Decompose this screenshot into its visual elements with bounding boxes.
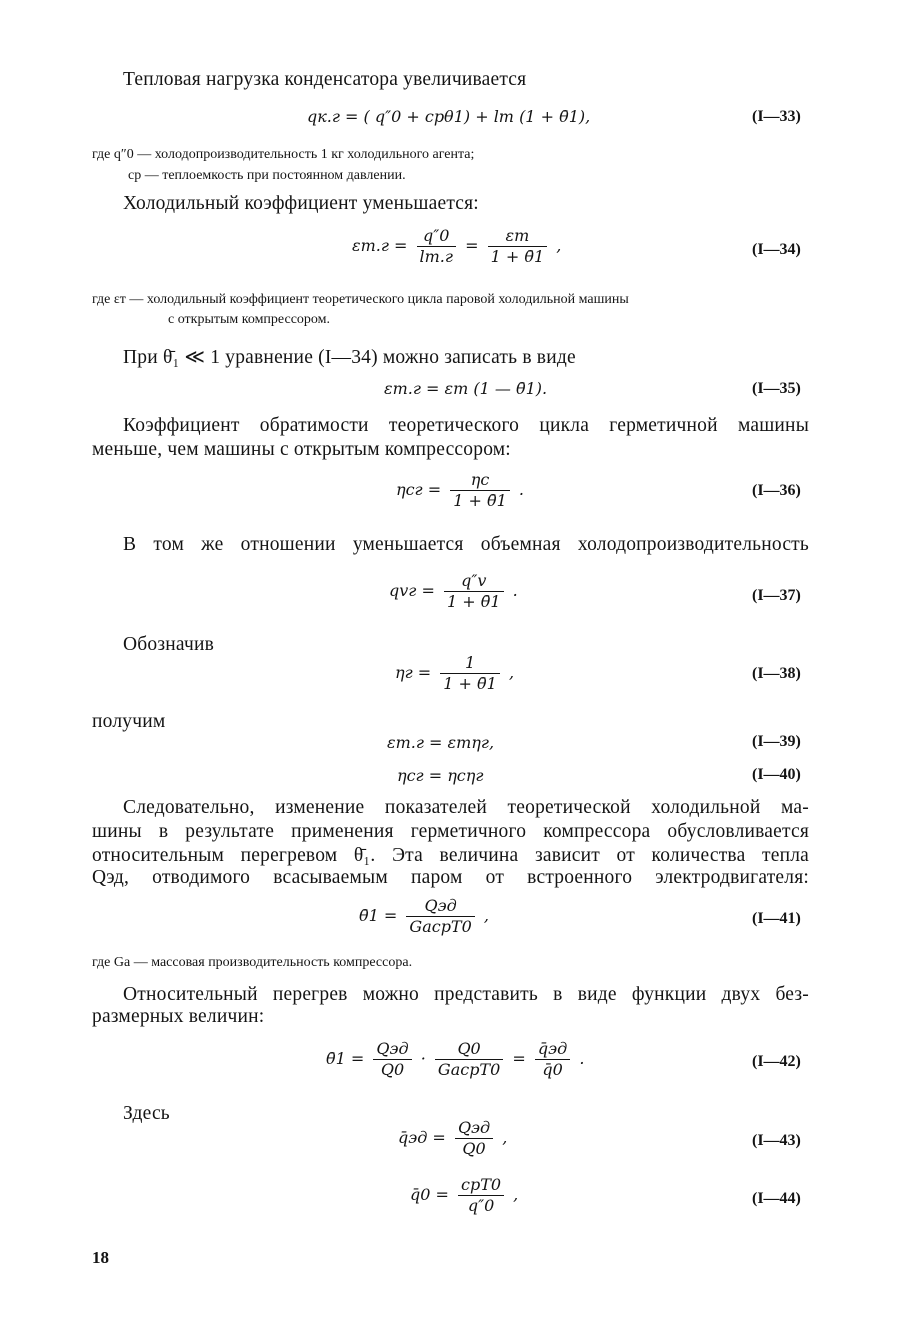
note-epsilon-definition: где εт — холодильный коэффициент теоретического цикла паровой холодильной машины	[92, 292, 629, 307]
punctuation: ,	[508, 663, 515, 682]
note-epsilon-definition-cont: с открытым компрессором.	[168, 312, 330, 327]
punctuation: ,	[502, 1128, 508, 1147]
denominator: 1 + θ̄1	[450, 490, 510, 511]
equation-I-34	[352, 226, 561, 267]
equation-I-41	[359, 896, 489, 937]
numerator: Q0	[457, 1039, 481, 1058]
fraction	[450, 470, 510, 511]
numerator: Qэд	[457, 1118, 491, 1137]
equation-number-I-34: (I—34)	[752, 241, 801, 258]
numerator: ηc	[470, 470, 490, 489]
fraction	[444, 571, 504, 612]
equation-I-38	[395, 653, 514, 694]
numerator: q″0	[423, 226, 450, 245]
paragraph-approximation: При θ̄₁ ≪ 1 уравнение (I—34) можно записать в виде	[123, 347, 576, 368]
punctuation: ,	[556, 236, 562, 255]
equation-lhs: ηг =	[395, 663, 432, 682]
page-number: 18	[92, 1248, 109, 1267]
equation-lhs: q̄0 =	[410, 1185, 449, 1204]
equation-lhs: θ̄1 =	[359, 906, 398, 925]
equation-number-I-41: (I—41)	[752, 910, 801, 927]
note-q0-definition: где q″0 — холодопроизводительность 1 кг холодильного агента;	[92, 147, 475, 162]
fraction	[435, 1039, 503, 1080]
punctuation: ,	[483, 906, 489, 925]
denominator: 1 + θ̄1	[488, 246, 548, 267]
fraction	[373, 1039, 411, 1080]
denominator: GacpT0	[406, 916, 474, 937]
fraction	[455, 1118, 493, 1159]
equation-lhs: θ̄1 =	[326, 1049, 365, 1068]
note-ga-definition: где Ga — массовая производительность компрессора.	[92, 955, 413, 970]
equation-I-43	[398, 1118, 507, 1159]
equation-number-I-33: (I—33)	[752, 108, 801, 125]
equation-I-39: εт.г = εтηг,	[387, 733, 495, 752]
fraction	[535, 1039, 570, 1080]
numerator: q″v	[461, 571, 487, 590]
equals-sign: =	[465, 236, 479, 255]
paragraph-relative-superheat-2: размерных величин:	[92, 1006, 265, 1027]
paragraph-volumetric-capacity: В том же отношении уменьшается объемная холодопроизводительность	[123, 534, 809, 555]
equation-number-I-42: (I—42)	[752, 1053, 801, 1070]
equation-number-I-38: (I—38)	[752, 665, 801, 682]
fraction	[406, 896, 474, 937]
paragraph-cooling-coefficient: Холодильный коэффициент уменьшается:	[123, 193, 479, 214]
denominator: lт.г	[417, 246, 456, 267]
numerator: Qэд	[376, 1039, 409, 1058]
equation-I-42	[326, 1039, 584, 1080]
equation-number-I-44: (I—44)	[752, 1190, 801, 1207]
fraction	[417, 226, 456, 267]
equation-number-I-43: (I—43)	[752, 1132, 801, 1149]
fraction	[488, 226, 548, 267]
punctuation: .	[579, 1049, 585, 1068]
numerator: εт	[505, 226, 530, 245]
denominator: GacpT0	[435, 1059, 503, 1080]
numerator: 1	[464, 653, 476, 672]
equation-number-I-40: (I—40)	[752, 766, 801, 783]
punctuation: ,	[513, 1185, 519, 1204]
paragraph-reversibility-2: меньше, чем машины с открытым компрессором:	[92, 439, 511, 460]
equation-lhs: εт.г =	[352, 236, 408, 255]
note-cp-definition: cp — теплоемкость при постоянном давлении.	[128, 168, 406, 183]
denominator: Q0	[373, 1059, 411, 1080]
fraction	[458, 1175, 504, 1216]
punctuation: .	[512, 581, 518, 600]
paragraph-denoting: Обозначив	[123, 634, 215, 655]
denominator: q̄0	[535, 1059, 570, 1080]
denominator: Q0	[455, 1138, 493, 1159]
equation-I-35: εт.г = εт (1 — θ̄1).	[384, 379, 548, 398]
denominator: q″0	[458, 1195, 504, 1216]
paragraph-heat-load: Тепловая нагрузка конденсатора увеличивается	[123, 69, 527, 90]
equals-sign: =	[512, 1049, 526, 1068]
equation-number-I-37: (I—37)	[752, 587, 801, 604]
paragraph-relative-superheat-1: Относительный перегрев можно представить в виде функции двух без-	[123, 984, 809, 1005]
punctuation: .	[518, 480, 524, 499]
multiplication-dot: ·	[420, 1049, 426, 1068]
equation-I-36	[396, 470, 524, 511]
paragraph-reversibility-1: Коэффициент обратимости теоретического цикла герметичной машины	[123, 415, 809, 436]
paragraph-consequently-3: относительным перегревом θ̄₁. Эта величина зависит от количества тепла	[92, 845, 809, 866]
equation-number-I-39: (I—39)	[752, 733, 801, 750]
numerator: cpT0	[461, 1175, 502, 1194]
paragraph-we-get: получим	[92, 711, 166, 732]
equation-lhs: ηcг =	[396, 480, 442, 499]
paragraph-consequently-1: Следовательно, изменение показателей теоретической холодильной ма-	[123, 797, 809, 818]
equation-I-37	[389, 571, 518, 612]
equation-I-40: ηcг = ηcηг	[397, 766, 484, 785]
equation-number-I-35: (I—35)	[752, 380, 801, 397]
numerator: q̄эд	[537, 1039, 568, 1058]
equation-I-44	[410, 1175, 518, 1216]
numerator: Qэд	[424, 896, 457, 915]
paragraph-consequently-2: шины в результате применения герметичного компрессора обусловливается	[92, 821, 809, 842]
fraction	[440, 653, 500, 694]
equation-number-I-36: (I—36)	[752, 482, 801, 499]
paragraph-here: Здесь	[123, 1103, 170, 1124]
equation-lhs: q̄эд =	[398, 1128, 446, 1147]
equation-lhs: qvг =	[389, 581, 435, 600]
denominator: 1 + θ̄1	[440, 673, 500, 694]
paragraph-consequently-4: Qэд, отводимого всасываемым паром от встроенного электродвигателя:	[92, 867, 809, 888]
equation-I-33: qк.г = ( q″0 + cpθ1) + lт (1 + θ̄1),	[307, 107, 591, 126]
denominator: 1 + θ̄1	[444, 591, 504, 612]
